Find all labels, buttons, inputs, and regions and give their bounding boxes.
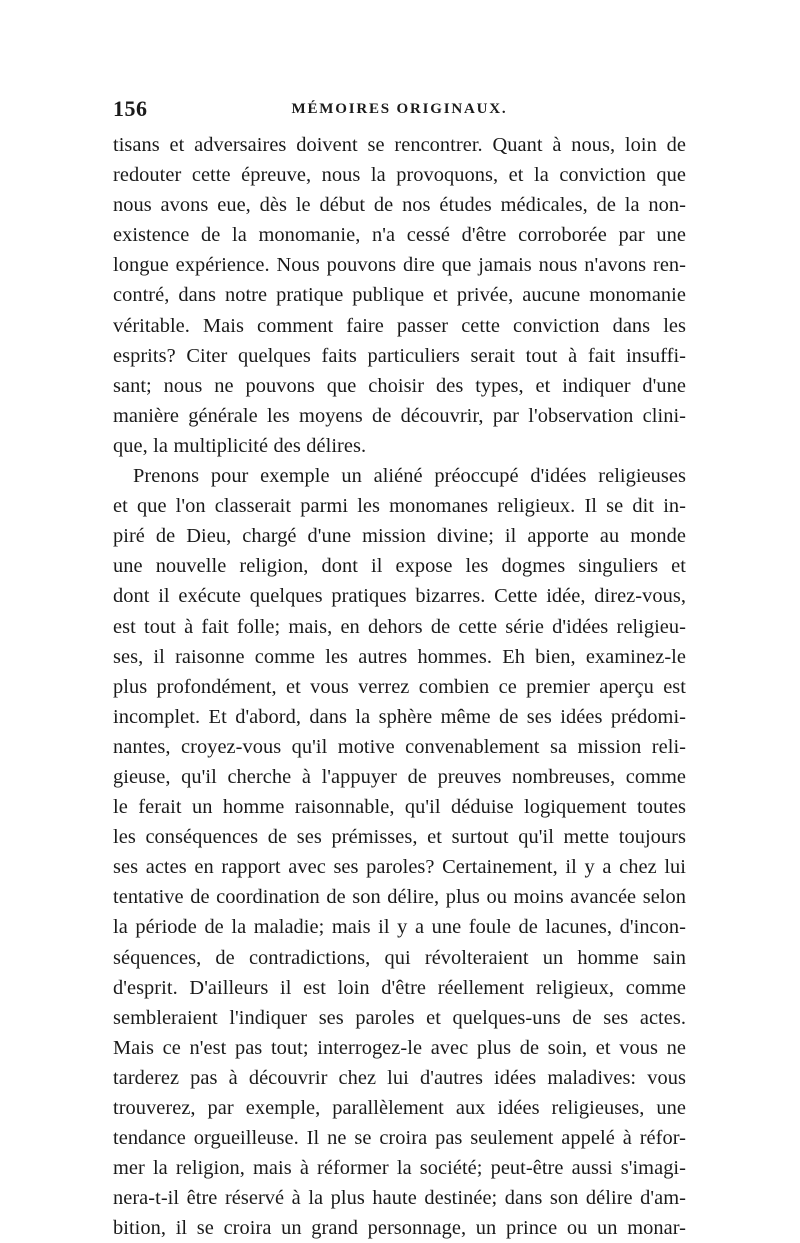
text-line: nous avons eue, dès le début de nos études médicales, de la non- (113, 194, 686, 217)
text-line: trouverez, par exemple, parallèlement aux idées religieuses, une (113, 1097, 686, 1119)
running-head (113, 96, 686, 126)
text-line: redouter cette épreuve, nous la provoquons, et la conviction que (113, 164, 686, 187)
text-line: tarderez pas à découvrir chez lui d'autres idées maladives: vous (113, 1066, 686, 1089)
text-line: les conséquences de ses prémisses, et surtout qu'il mette toujours (113, 826, 686, 849)
text-line: séquences, de contradictions, qui révolteraient un homme sain (113, 946, 686, 969)
text-line: la période de la maladie; mais il y a une foule de lacunes, d'incon- (113, 916, 686, 939)
text-line: esprits? Citer quelques faits particuliers serait tout à fait insuffi- (113, 344, 686, 367)
text-line: incomplet. Et d'abord, dans la sphère même de ses idées prédomi- (113, 705, 686, 728)
paragraph-1 (113, 130, 686, 461)
text-line: est tout à fait folle; mais, en dehors de cette série d'idées religieu- (113, 615, 686, 638)
text-line: le ferait un homme raisonnable, qu'il déduise logiquement toutes (113, 796, 686, 819)
text-line: sembleraient l'indiquer ses paroles et quelques-uns de ses actes. (113, 1006, 686, 1029)
text-line: tendance orgueilleuse. Il ne se croira pas seulement appelé à réfor- (113, 1127, 686, 1150)
text-line: que, la multiplicité des délires. (113, 434, 367, 457)
text-line: Prenons pour exemple un aliéné préoccupé d'idées religieuses (133, 465, 686, 488)
text-line: tisans et adversaires doivent se rencontrer. Quant à nous, loin de (113, 134, 686, 156)
text-line: gieuse, qu'il cherche à l'appuyer de preuves nombreuses, comme (113, 765, 686, 788)
text-line: dont il exécute quelques pratiques bizarres. Cette idée, direz-vous, (113, 585, 686, 608)
text-line: piré de Dieu, chargé d'une mission divine; il apporte au monde (113, 525, 686, 548)
text-line: bition, il se croira un grand personnage, un prince ou un monar- (113, 1217, 686, 1240)
text-line: nera-t-il être réservé à la plus haute destinée; dans son délire d'am- (113, 1187, 686, 1210)
paragraph-2 (113, 461, 686, 1243)
text-line: tentative de coordination de son délire, plus ou moins avancée selon (113, 886, 686, 909)
text-line: contré, dans notre pratique publique et privée, aucune monomanie (113, 284, 686, 307)
text-line: longue expérience. Nous pouvons dire que jamais nous n'avons ren- (113, 254, 686, 277)
text-line: et que l'on classerait parmi les monomanes religieux. Il se dit in- (113, 495, 686, 518)
body-text (113, 130, 686, 1243)
text-line: mer la religion, mais à réformer la société; peut-être aussi s'imagi- (113, 1157, 686, 1180)
text-line: une nouvelle religion, dont il expose les dogmes singuliers et (113, 555, 686, 578)
text-line: nantes, croyez-vous qu'il motive convenablement sa mission reli- (113, 735, 686, 758)
page-number: 156 (113, 96, 148, 121)
text-line: plus profondément, et vous verrez combien ce premier aperçu est (113, 675, 686, 698)
text-line: sant; nous ne pouvons que choisir des types, et indiquer d'une (113, 374, 686, 397)
text-line: d'esprit. D'ailleurs il est loin d'être réellement religieux, comme (113, 976, 686, 999)
text-line: existence de la monomanie, n'a cessé d'être corroborée par une (113, 224, 686, 247)
text-line: ses, il raisonne comme les autres hommes. Eh bien, examinez-le (113, 645, 686, 668)
text-line: ses actes en rapport avec ses paroles? Certainement, il y a chez lui (113, 856, 686, 879)
running-head-title: MÉMOIRES ORIGINAUX. (291, 101, 508, 117)
text-line: manière générale les moyens de découvrir, par l'observation clini- (113, 404, 686, 427)
text-line: Mais ce n'est pas tout; interrogez-le avec plus de soin, et vous ne (113, 1036, 686, 1059)
text-line: véritable. Mais comment faire passer cette conviction dans les (113, 314, 686, 337)
